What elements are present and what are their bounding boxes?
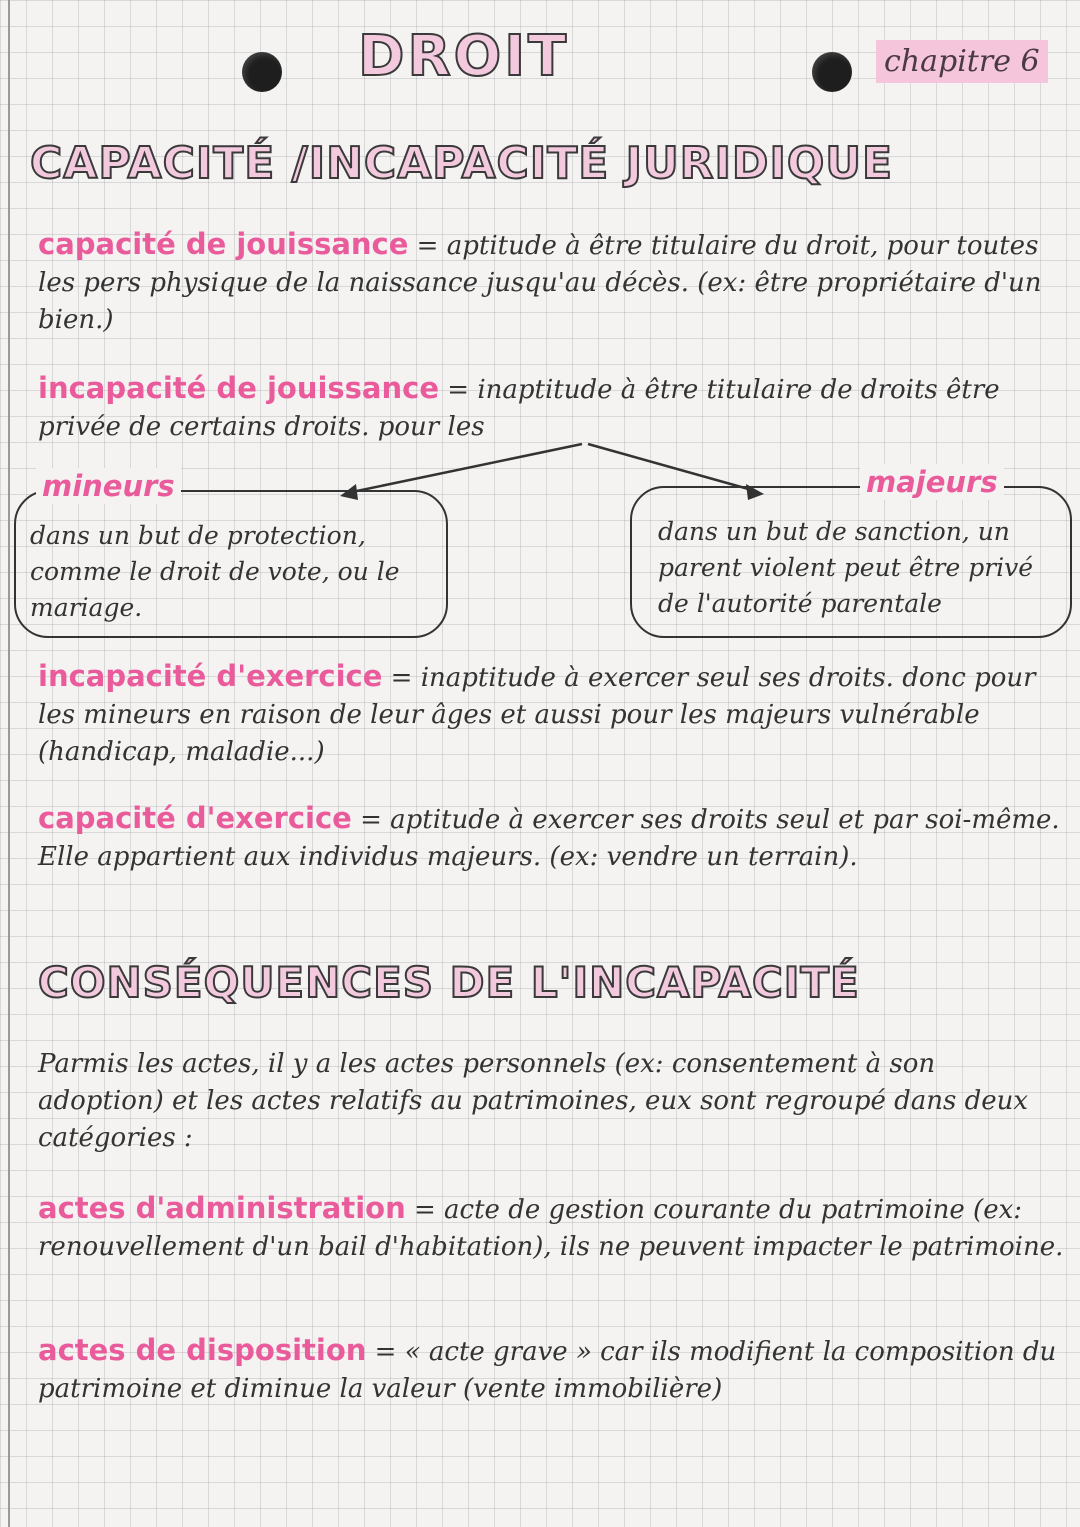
intro-paragraph: Parmis les actes, il y a les actes personnels (ex: consentement à son adoption) et les actes relatifs au patrimoines, eux sont regroupé dans deux catégories : <box>38 1049 1029 1153</box>
arrow-to-majeurs <box>588 444 752 490</box>
term-actes-administration: actes d'administration <box>38 1191 406 1225</box>
page-title: DROIT <box>358 24 570 89</box>
definition-capacite-exercice <box>38 800 1068 876</box>
definition-text: = acte de gestion courante du patrimoine (ex: renouvellement d'un bail d'habitation), ils ne peuvent impacter le patrimoine. <box>38 1195 1064 1262</box>
definition-actes-administration <box>38 1190 1068 1266</box>
section-heading-consequences: CONSÉQUENCES DE L'INCAPACITÉ <box>38 958 860 1007</box>
mineurs-text: dans un but de protection, comme le droit de vote, ou le mariage. <box>30 521 400 622</box>
mineurs-label: mineurs <box>36 468 181 504</box>
definition-text: = aptitude à exercer ses droits seul et par soi-même. Elle appartient aux individus majeurs. (ex: vendre un terrain). <box>38 805 1060 872</box>
definition-incapacite-exercice <box>38 658 1068 771</box>
term-incapacite-jouissance: incapacité de jouissance <box>38 371 440 405</box>
definition-text: = « acte grave » car ils modifient la composition du patrimoine et diminue la valeur (vente immobilière) <box>38 1337 1057 1404</box>
term-actes-disposition: actes de disposition <box>38 1333 367 1367</box>
majeurs-box <box>630 465 1072 638</box>
chapter-label: chapitre 6 <box>876 40 1048 83</box>
term-capacite-exercice: capacité d'exercice <box>38 801 352 835</box>
term-incapacite-exercice: incapacité d'exercice <box>38 659 383 693</box>
majeurs-text: dans un but de sanction, un parent violent peut être privé de l'autorité parentale <box>658 517 1034 618</box>
definition-text: = aptitude à être titulaire du droit, pour toutes les pers physique de la naissance jusqu'au décès. (ex: être propriétaire d'un bien.) <box>38 231 1042 335</box>
arrow-to-mineurs <box>352 444 582 492</box>
term-capacite-jouissance: capacité de jouissance <box>38 227 409 261</box>
majeurs-label: majeurs <box>860 464 1004 500</box>
definition-text: = inaptitude à être titulaire de droits être privée de certains droits. pour les <box>38 375 1000 442</box>
definition-actes-disposition <box>38 1332 1068 1408</box>
section-heading-capacite: CAPACITÉ /INCAPACITÉ JURIDIQUE <box>30 138 894 189</box>
mineurs-box <box>14 469 448 638</box>
definition-text: = inaptitude à exercer seul ses droits. donc pour les mineurs en raison de leur âges et aussi pour les majeurs vulnérable (handicap, maladie...) <box>38 663 1036 767</box>
